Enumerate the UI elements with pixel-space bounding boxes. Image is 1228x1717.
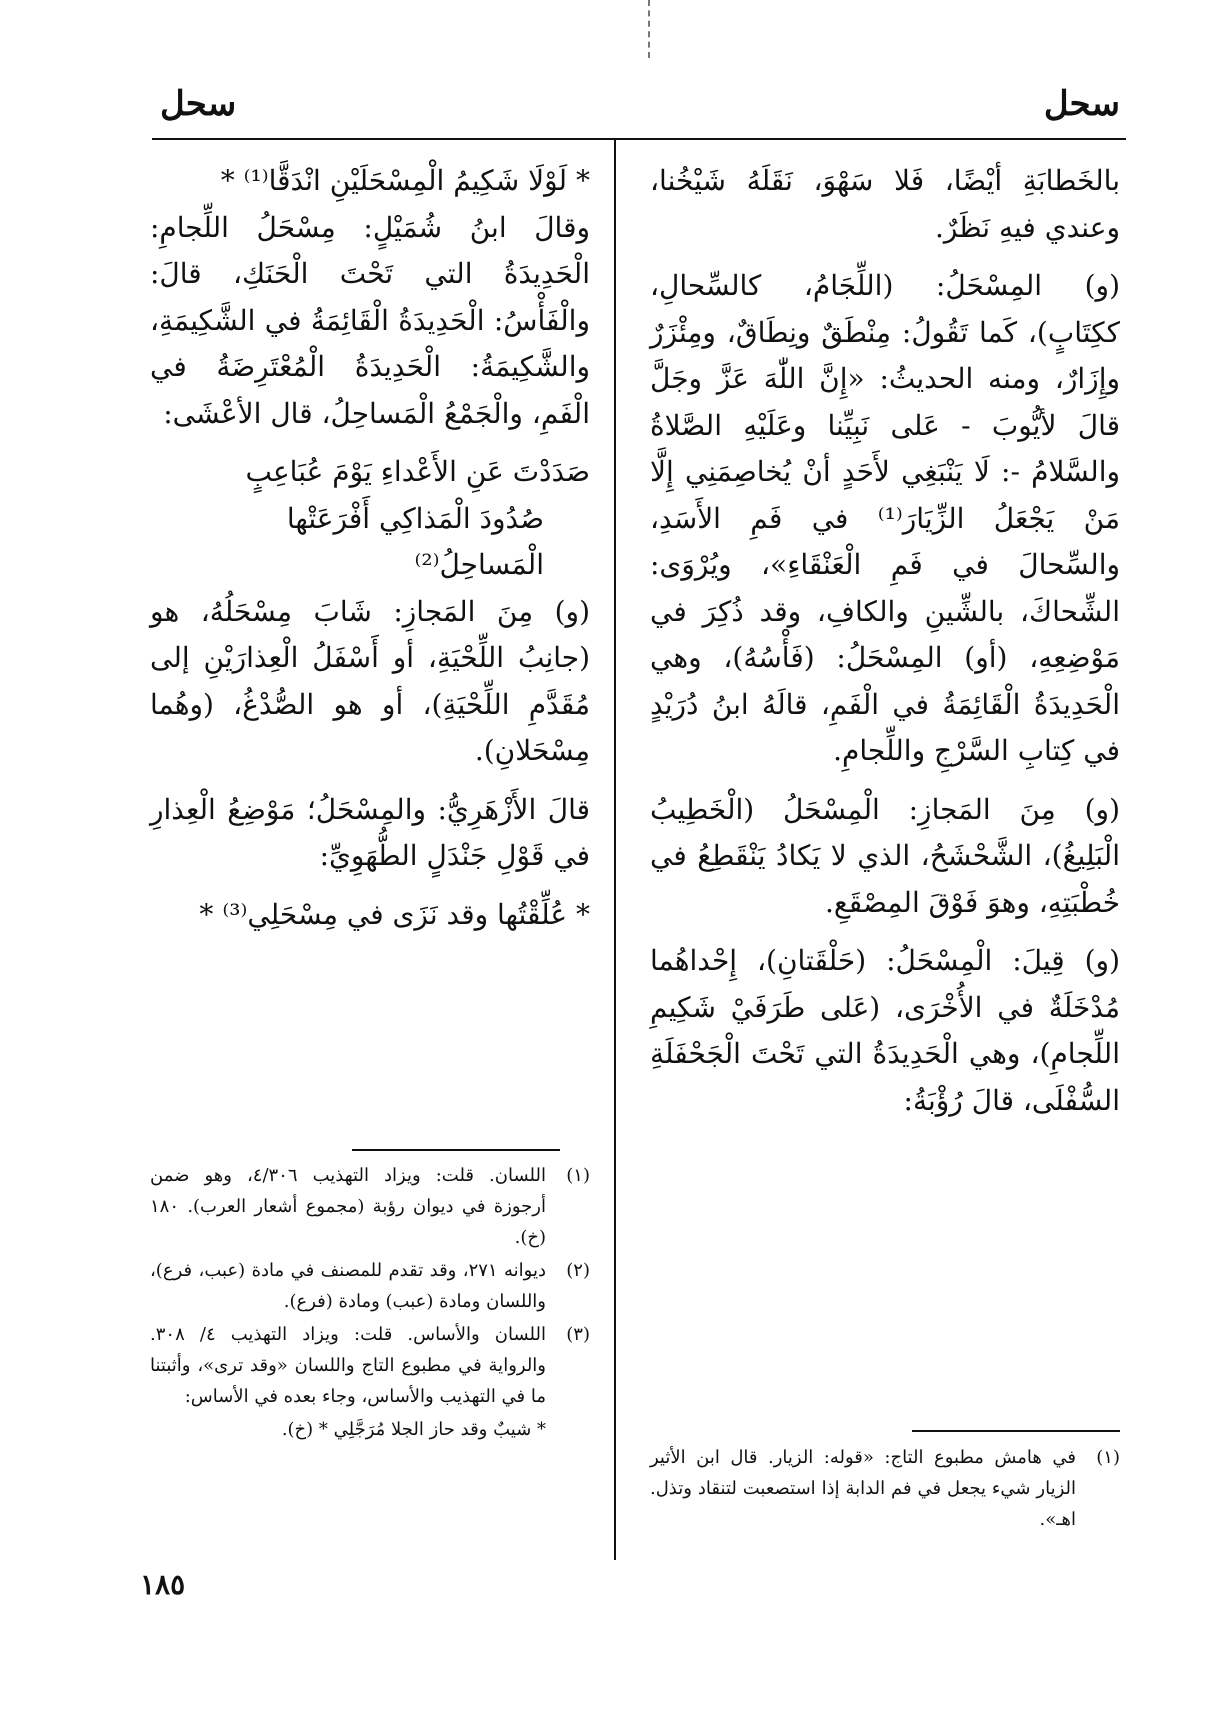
footnote	[650, 1442, 1120, 1535]
paragraph: وقالَ ابنُ شُمَيْلٍ: مِسْحَلُ اللِّجامِ: الْحَدِيدَةُ التي تَحْتَ الْحَنَكِ، قالَ: والْفَأْسُ: الْحَدِيدَةُ الْقَائِمَةُ في الشَّكِيمَةِ، والشَّكِيمَةُ: الْحَدِيدَةُ الْمُعْتَرِضَةُ في الْفَمِ، والْجَمْعُ الْمَساحِلُ، قال الأعْشَى:	[150, 210, 590, 430]
footnote	[150, 1160, 590, 1253]
footnote-number: (٢)	[566, 1260, 590, 1281]
verse: * عُلِّقْتُها وقد نَزَى في مِسْحَلِي⁽³⁾ *	[199, 897, 590, 931]
footnote-rule-left	[352, 1149, 560, 1151]
footnote-text: اللسان والأساس. قلت: ويزاد التهذيب ٤/ ٣٠٨. والرواية في مطبوع التاج واللسان «وقد ترى»، وأثبتنا ما في التهذيب والأساس، وجاء بعده في الأساس:	[150, 1324, 546, 1407]
footnote-rule-right	[912, 1430, 1120, 1432]
verse-couplet	[150, 449, 590, 589]
paragraph: (و) المِسْحَلُ: (اللِّجَامُ، كالسِّحالِ، ككِتَابٍ)، كَما تَقُولُ: مِنْطَقٌ ونِطَاقٌ، ومِئْزَرٌ وإِزَارٌ، ومنه الحديثُ: «إِنَّ اللّٰهَ عَزَّ وجَلَّ قالَ لأيُّوبَ - عَلى نَبِيِّنا وعَلَيْهِ الصَّلاةُ والسَّلامُ -: لَا يَنْبَغِي لأَحَدٍ أنْ يُخاصِمَنِي إِلَّا مَنْ يَجْعَلُ الزِّيَارَ⁽¹⁾ في فَمِ الأَسَدِ، والسِّحالَ في فَمِ الْعَنْقَاءِ»، ويُرْوَى: الشِّحاكَ، بالشِّينِ والكافِ، وقد ذُكِرَ في مَوْضِعِهِ، (أو) المِسْحَلُ: (فَأْسُهُ)، وهي الْحَدِيدَةُ الْقَائِمَةُ في الْفَمِ، قالَهُ ابنُ دُرَيْدٍ في كِتابِ السَّرْجِ واللِّجامِ.	[650, 269, 1120, 767]
paragraph: (و) مِنَ المَجازِ: الْمِسْحَلُ (الْخَطِيبُ الْبَلِيغُ)، الشَّحْشَحُ، الذي لا يَكادُ يَنْقَطِعُ في خُطْبَتِهِ، وهوَ فَوْقَ المِصْقَعِ.	[650, 792, 1120, 919]
footnote-text: * شيبٌ وقد حاز الجلا مُرَجَّلِي * (خ).	[281, 1419, 546, 1440]
footnote-number: (١)	[1096, 1447, 1120, 1468]
verse-line: صُدُودَ الْمَذاكِي أَفْرَعَتْها الْمَساحِلُ⁽²⁾	[286, 501, 544, 581]
crop-mark	[648, 0, 652, 58]
footnote-verse	[150, 1414, 590, 1445]
paragraph: قالَ الأَزْهَرِيُّ: والمِسْحَلُ؛ مَوْضِعُ الْعِذارِ في قَوْلِ جَنْدَلٍ الطُّهَوِيِّ:	[150, 792, 590, 872]
footnote	[150, 1255, 590, 1317]
footnotes-right	[650, 1442, 1120, 1537]
paragraph: (و) قِيلَ: الْمِسْحَلُ: (حَلْقَتانِ)، إِحْداهُما مُدْخَلَةٌ في الأُخْرَى، (عَلى طَرَفَيْ شَكِيمِ اللِّجامِ)، وهي الْحَدِيدَةُ التي تَحْتَ الْجَحْفَلَةِ السُّفْلَى، قالَ رُؤْبَةُ:	[650, 944, 1120, 1117]
right-column	[650, 158, 1120, 1136]
verse-line: صَدَدْتَ عَنِ الأَعْداءِ يَوْمَ عُبَاعِبٍ	[245, 455, 590, 488]
running-header-left: سحل	[160, 84, 237, 124]
footnotes-left	[150, 1160, 590, 1447]
header-rule	[152, 138, 1126, 140]
footnote-number: (١)	[566, 1165, 590, 1186]
footnote-number: (٣)	[566, 1324, 590, 1345]
running-header-right: سحل	[1043, 84, 1120, 124]
paragraph: بالخَطابَةِ أيْضًا، فَلا سَهْوَ، نَقَلَهُ شَيْخُنا، وعندي فيهِ نَظَرٌ.	[650, 164, 1120, 244]
footnote	[150, 1319, 590, 1412]
footnote-text: ديوانه ٢٧١، وقد تقدم للمصنف في مادة (عبب، فرع)، واللسان ومادة (عبب) ومادة (فرع).	[150, 1260, 546, 1312]
verse: * لَوْلَا شَكِيمُ الْمِسْحَلَيْنِ انْدَقَّا⁽¹⁾ *	[220, 164, 590, 197]
column-divider	[614, 140, 616, 1560]
left-column	[150, 158, 590, 938]
paragraph: (و) مِنَ المَجازِ: شَابَ مِسْحَلُهُ، هو (جانِبُ اللِّحْيَةِ، أو أَسْفَلُ الْعِذارَيْنِ إلى مُقَدَّمِ اللِّحْيَةِ)، أو هو الصُّدْغُ، (وهُما مِسْحَلانِ).	[150, 594, 590, 767]
footnote-text: اللسان. قلت: ويزاد التهذيب ٤/٣٠٦، وهو ضمن أرجوزة في ديوان رؤبة (مجموع أشعار العرب). ١٨٠ (خ).	[150, 1165, 546, 1248]
footnote-text: في هامش مطبوع التاج: «قوله: الزيار. قال ابن الأثير الزيار شيء يجعل في فم الدابة إذا استصعبت لتنقاد وتذل. اهـ».	[650, 1447, 1076, 1530]
page-number: ١٨٥	[140, 1568, 186, 1601]
